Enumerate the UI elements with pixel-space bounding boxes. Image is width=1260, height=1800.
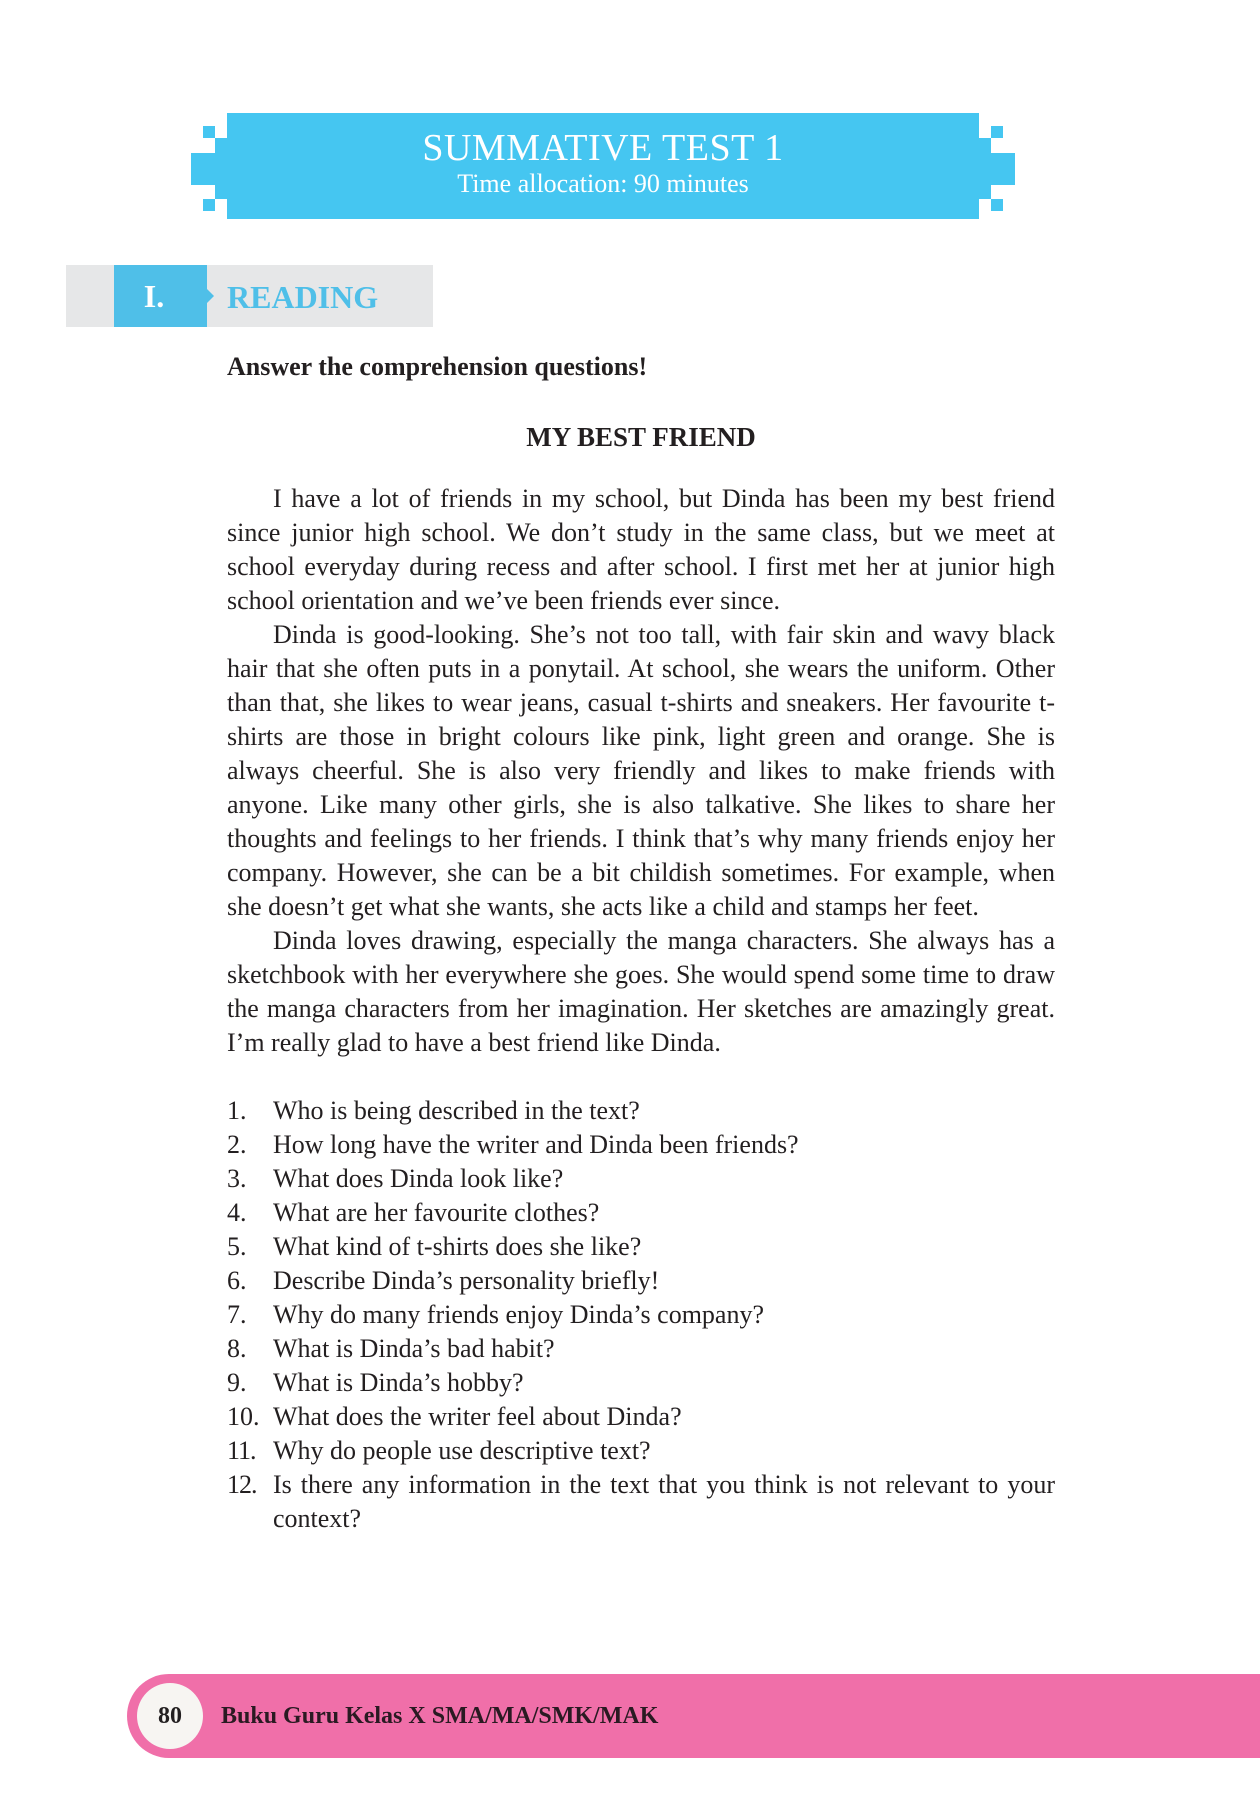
question-text: What does the writer feel about Dinda? [273, 1402, 682, 1431]
time-allocation: Time allocation: 90 minutes [457, 169, 749, 198]
question-text: Is there any information in the text that you think is not relevant to your context? [273, 1470, 1055, 1533]
question-text: How long have the writer and Dinda been friends? [273, 1130, 799, 1159]
banner-pixel-ornament-right [991, 126, 1003, 138]
question-number: 5. [227, 1232, 247, 1261]
question-number: 7. [227, 1300, 247, 1329]
question-number: 1. [227, 1096, 247, 1125]
question-item [227, 1366, 1055, 1400]
question-number: 2. [227, 1130, 247, 1159]
question-item [227, 1128, 1055, 1162]
reading-passage [227, 482, 1055, 1060]
question-number: 8. [227, 1334, 247, 1363]
banner-pixel-ornament-left [203, 199, 215, 211]
question-item [227, 1332, 1055, 1366]
question-text: What kind of t-shirts does she like? [273, 1232, 642, 1261]
banner-text [227, 113, 979, 219]
question-item [227, 1264, 1055, 1298]
passage-paragraph: Dinda loves drawing, especially the manga characters. She always has a sketchbook with her everywhere she goes. She would spend some time to draw the manga characters from her imagination. Her sketches are amazingly great. I’m really glad to have a best friend like Dinda. [227, 926, 1055, 1057]
question-item [227, 1434, 1055, 1468]
question-item [227, 1298, 1055, 1332]
banner-pixel-ornament-left [215, 185, 227, 199]
question-text: What is Dinda’s bad habit? [273, 1334, 555, 1363]
question-number: 6. [227, 1266, 247, 1295]
question-text: Describe Dinda’s personality briefly! [273, 1266, 660, 1295]
banner-pixel-ornament-left [191, 153, 227, 185]
question-text: What is Dinda’s hobby? [273, 1368, 524, 1397]
page-title: SUMMATIVE TEST 1 [422, 127, 784, 169]
question-number: 9. [227, 1368, 247, 1397]
question-text: What are her favourite clothes? [273, 1198, 600, 1227]
banner-pixel-ornament-right [979, 185, 991, 199]
banner-pixel-ornament-left [215, 138, 227, 153]
question-number: 4. [227, 1198, 247, 1227]
book-title: Buku Guru Kelas X SMA/MA/SMK/MAK [221, 1703, 659, 1729]
section-number: I. [143, 278, 165, 314]
question-list [227, 1094, 1055, 1536]
question-number: 3. [227, 1164, 247, 1193]
banner-pixel-ornament-right [979, 138, 991, 153]
question-number: 12. [227, 1470, 257, 1499]
question-number: 11. [227, 1436, 256, 1465]
page-number: 80 [137, 1683, 203, 1749]
banner-pixel-ornament-left [203, 126, 215, 138]
question-item [227, 1162, 1055, 1196]
section-number-box [114, 265, 207, 327]
question-number: 10. [227, 1402, 260, 1431]
question-text: What does Dinda look like? [273, 1164, 564, 1193]
instruction: Answer the comprehension questions! [227, 352, 648, 381]
banner-pixel-ornament-right [979, 153, 1015, 185]
banner-pixel-ornament-right [991, 199, 1003, 211]
question-text: Why do many friends enjoy Dinda’s company? [273, 1300, 764, 1329]
question-text: Who is being described in the text? [273, 1096, 640, 1125]
question-item [227, 1094, 1055, 1128]
section-title: READING [227, 279, 379, 315]
question-item [227, 1400, 1055, 1434]
question-item [227, 1468, 1055, 1536]
passage-paragraph: Dinda is good-looking. She’s not too tall, with fair skin and wavy black hair that she often puts in a ponytail. At school, she wears the uniform. Other than that, she likes to wear jeans, casual t-shirts and sneakers. Her favourite t-shirts are those in bright colours like pink, light green and orange. She is always cheerful. She is also very friendly and likes to make friends with anyone. Like many other girls, she is also talkative. She likes to share her thoughts and feelings to her friends. I think that’s why many friends enjoy her company. However, she can be a bit childish sometimes. For example, when she doesn’t get what she wants, she acts like a child and stamps her feet. [227, 620, 1055, 921]
passage-paragraph: I have a lot of friends in my school, but Dinda has been my best friend since junior high school. We don’t study in the same class, but we meet at school everyday during recess and after school. I first met her at junior high school orientation and we’ve been friends ever since. [227, 484, 1055, 615]
question-item [227, 1230, 1055, 1264]
question-text: Why do people use descriptive text? [273, 1436, 651, 1465]
main-content [227, 350, 1055, 1536]
story-title: MY BEST FRIEND [526, 422, 756, 452]
question-item [227, 1196, 1055, 1230]
